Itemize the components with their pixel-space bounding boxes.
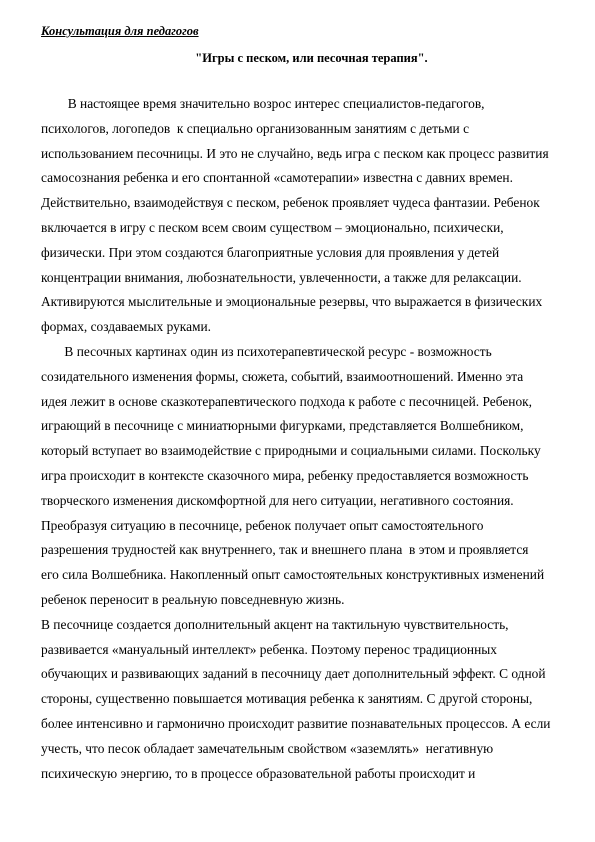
text-line: Преобразуя ситуацию в песочнице, ребенок получает опыт самостоятельного — [41, 517, 484, 533]
text-line: ребенок переносит в реальную повседневную жизнь. — [41, 591, 345, 607]
text-line: В песочных картинах один из психотерапевтической ресурс - возможность — [41, 343, 492, 359]
text-line: учесть, что песок обладает замечательным свойством «заземлять» негативную — [41, 740, 494, 756]
text-line: физически. При этом создаются благоприятные условия для проявления у детей — [41, 244, 500, 260]
text-line: его сила Волшебника. Накопленный опыт самостоятельных конструктивных изменений — [41, 567, 545, 583]
text-line: В настоящее время значительно возрос интерес специалистов-педагогов, — [41, 96, 485, 111]
text-line: В песочнице создается дополнительный акцент на тактильную чувствительность, — [41, 616, 509, 632]
text-line: стороны, существенно повышается мотивация ребенка к занятиям. С другой стороны, — [41, 691, 533, 707]
text-line: концентрации внимания, любознательности, увлеченности, а также для релаксации. — [41, 269, 522, 285]
text-line: Активируются мыслительные и эмоциональные резервы, что выражается в физических — [41, 294, 543, 310]
text-line: который вступает во взаимодействие с природными и социальными силами. Поскольку — [41, 443, 541, 459]
document-body — [41, 92, 573, 786]
text-line: идея лежит в основе сказкотерапевтического подхода к работе с песочницей. Ребенок, — [41, 393, 533, 409]
text-line: развивается «мануальный интеллект» ребенка. Поэтому перенос традиционных — [41, 641, 497, 657]
text-line: психическую энергию, то в процессе образовательной работы происходит и — [41, 765, 476, 781]
text-line: более интенсивно и гармонично происходит развитие познавательных процессов. А если — [41, 715, 551, 731]
text-line: творческого изменения дискомфортной для него ситуации, негативного состояния. — [41, 492, 514, 508]
text-line: самосознания ребенка и его спонтанной «самотерапии» известна с давних времен. — [41, 170, 513, 186]
text-line: обучающих и развивающих заданий в песочницу дает дополнительный эффект. С одной — [41, 666, 546, 682]
text-line: психологов, логопедов к специально организованным занятиям с детьми с — [41, 120, 470, 136]
text-line: включается в игру с песком всем своим существом – эмоционально, психически, — [41, 219, 504, 235]
text-line: формах, создаваемых руками. — [41, 319, 212, 335]
text-line: использованием песочницы. И это не случайно, ведь игра с песком как процесс развития — [41, 145, 549, 161]
text-line: созидательного изменения формы, сюжета, событий, взаимоотношений. Именно эта — [41, 368, 524, 384]
text-line: Действительно, взаимодействуя с песком, ребенок проявляет чудеса фантазии. Ребенок — [41, 195, 540, 211]
text-line: разрешения трудностей как внутреннего, так и внешнего плана в этом и проявляется — [41, 542, 529, 558]
text-line: игра происходит в контексте сказочного мира, ребенку предоставляется возможность — [41, 467, 529, 483]
document-title: "Игры с песком, или песочная терапия". — [195, 51, 428, 65]
text-line: играющий в песочнице с миниатюрными фигурками, представляется Волшебником, — [41, 418, 524, 434]
document-heading: Консультация для педагогов — [41, 24, 199, 38]
